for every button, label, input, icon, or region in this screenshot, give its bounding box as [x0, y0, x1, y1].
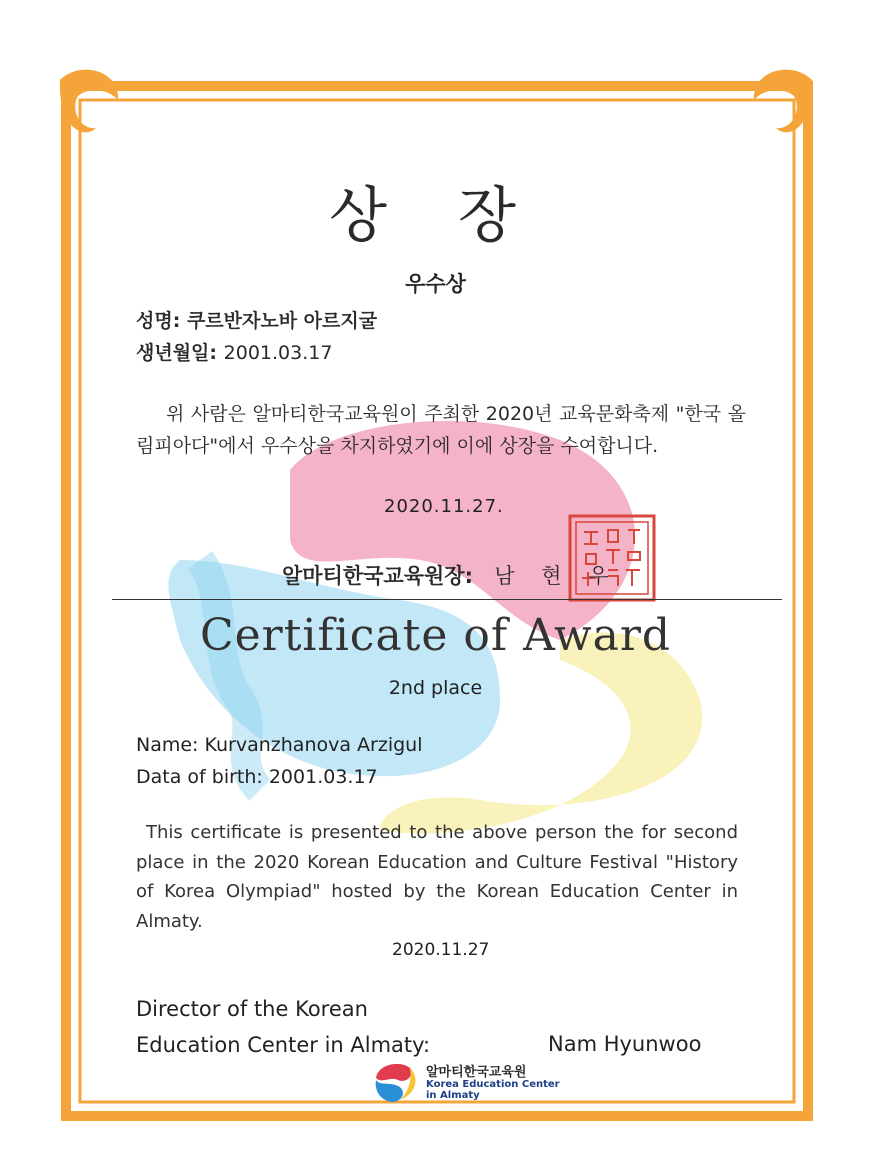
english-body-text: This certificate is presented to the above person the for second place in the 2020 Korean Education and Culture Festival "History of Korea Olympiad" hosted by the Korean Education Center in Almaty.: [136, 822, 738, 932]
korean-name-label: 성명:: [136, 310, 181, 332]
english-director-name: Nam Hyunwoo: [548, 1032, 702, 1056]
english-director-line-1: Director of the Korean: [136, 997, 368, 1021]
korean-signer-title: 알마티한국교육원장:: [282, 564, 473, 588]
official-seal-stamp: [566, 512, 658, 604]
english-title: Certificate of Award: [199, 610, 672, 661]
english-birth-line: Data of birth: 2001.03.17: [136, 766, 378, 788]
korean-date: 2020.11.27.: [384, 496, 504, 517]
korean-signature-line: [282, 560, 619, 590]
korean-name-line: [136, 306, 377, 333]
korean-birth-label: 생년월일:: [136, 342, 218, 364]
korean-award: 우수상: [405, 272, 466, 296]
logo-english-line-2: in Almaty: [426, 1090, 480, 1101]
english-name-line: Name: Kurvanzhanova Arzigul: [136, 734, 423, 756]
korean-signer-name: 남 현 우: [494, 564, 619, 588]
korean-title: 상 장: [329, 181, 542, 251]
english-director-line-2: Education Center in Almaty:: [136, 1033, 431, 1057]
logo-english-name: [426, 1079, 560, 1101]
korean-body-text: 위 사람은 알마티한국교육원이 주최한 2020년 교육문화축제 "한국 올림피아다"에서 우수상을 차지하였기에 이에 상장을 수여합니다.: [136, 403, 746, 457]
logo-korean-name: 알마티한국교육원: [426, 1065, 527, 1080]
korean-birth-value: 2001.03.17: [223, 342, 333, 364]
english-date: 2020.11.27: [392, 940, 490, 960]
english-award: 2nd place: [388, 677, 483, 699]
section-divider: [112, 599, 782, 600]
korean-birth-line: [136, 338, 332, 365]
korean-name-value: 쿠르반자노바 아르지굴: [186, 310, 378, 332]
logo-english-line-1: Korea Education Center: [426, 1079, 560, 1090]
taegeuk-logo-icon: [370, 1056, 424, 1106]
